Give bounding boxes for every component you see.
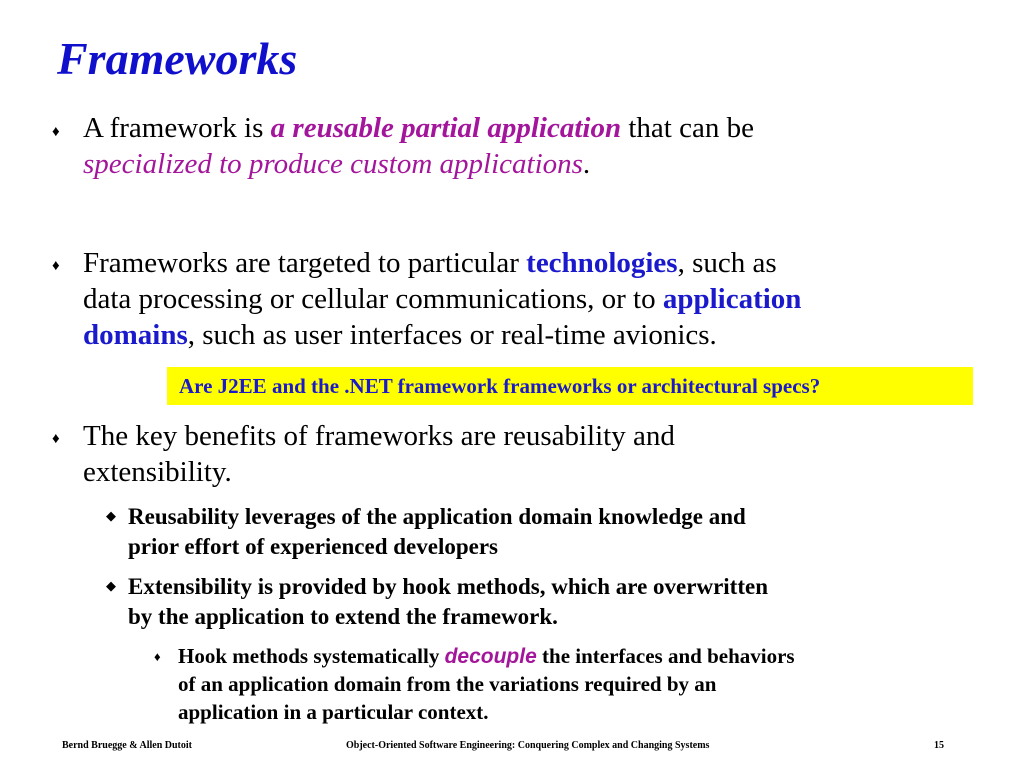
- sub-sub-bullet-text-2: the interfaces and behaviors: [536, 644, 795, 668]
- bullet-2-line-3: [83, 317, 717, 353]
- sub-sub-bullet-line-1: [178, 642, 795, 671]
- sub-bullet-2-line-1: Extensibility is provided by hook methods, which are overwritten: [128, 574, 768, 599]
- bullet-2-application: application: [662, 283, 802, 315]
- bullet-2-line-1: [83, 245, 777, 281]
- sub-bullet-2-marker: ◆: [106, 578, 116, 593]
- sub-bullet-1-marker: ◆: [106, 508, 116, 523]
- bullet-2-marker: ♦: [52, 258, 60, 274]
- bullet-1-period: .: [582, 148, 591, 180]
- sub-sub-bullet-line-3: application in a particular context.: [178, 700, 489, 724]
- footer-author: Bernd Bruegge & Allen Dutoit: [62, 740, 192, 751]
- bullet-3-line-2: extensibility.: [83, 456, 232, 488]
- sub-sub-bullet-text: Hook methods systematically: [178, 644, 445, 668]
- bullet-2-domains: domains: [83, 319, 188, 351]
- question-callout: Are J2EE and the .NET framework frameworks or architectural specs?: [167, 367, 973, 405]
- slide-title: Frameworks: [57, 33, 298, 84]
- bullet-2-line-2: [83, 281, 801, 317]
- bullet-2-text-4: , such as user interfaces or real-time avionics.: [187, 319, 717, 351]
- sub-bullet-1-line-2: prior effort of experienced developers: [128, 534, 499, 559]
- bullet-1-marker: ♦: [52, 124, 60, 140]
- bullet-1-emphasis-2: specialized to produce custom applications: [83, 148, 583, 180]
- bullet-1-text: A framework is: [83, 112, 271, 144]
- bullet-2-technologies: technologies: [526, 247, 678, 279]
- sub-sub-bullet-line-2: of an application domain from the variations required by an: [178, 672, 717, 696]
- bullet-3-line-1: The key benefits of frameworks are reusability and: [83, 420, 675, 452]
- sub-sub-bullet-marker: ♦: [154, 649, 161, 664]
- bullet-1-line-1: [83, 110, 754, 146]
- bullet-1-text-end: that can be: [621, 112, 754, 144]
- bullet-1-line-2: [83, 146, 590, 182]
- bullet-2-text-3: data processing or cellular communications, or to: [83, 283, 663, 315]
- bullet-2-text: Frameworks are targeted to particular: [83, 247, 527, 279]
- bullet-1-emphasis: a reusable partial application: [270, 112, 622, 144]
- footer-page-number: 15: [934, 740, 944, 751]
- sub-bullet-2-line-2: by the application to extend the framework.: [128, 604, 558, 629]
- bullet-2-text-2: , such as: [677, 247, 777, 279]
- sub-bullet-1-line-1: Reusability leverages of the application domain knowledge and: [128, 504, 746, 529]
- footer-course-title: Object-Oriented Software Engineering: Conquering Complex and Changing Systems: [346, 740, 710, 751]
- bullet-3-marker: ♦: [52, 431, 60, 447]
- sub-sub-bullet-decouple: decouple: [444, 645, 537, 668]
